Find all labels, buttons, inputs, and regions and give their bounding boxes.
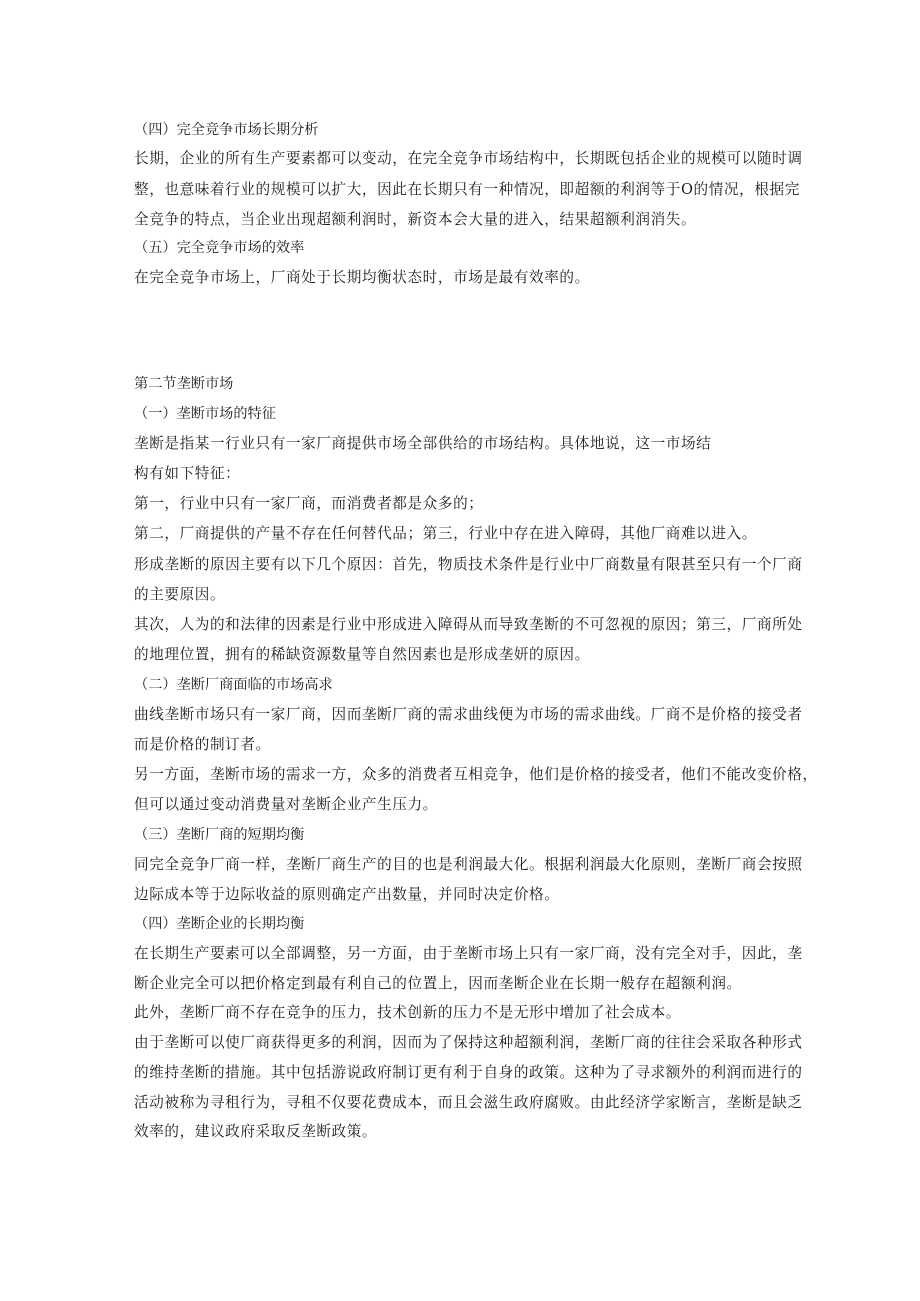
paragraph-line: 垄断是指某一行业只有一家厂商提供市场全部供给的市场结构。具体地说，这一市场结 xyxy=(134,435,712,452)
paragraph-line: 此外，垄断厂商不存在竞争的压力，技术创新的压力不是无形中增加了社会成本。 xyxy=(134,1004,681,1021)
paragraph-line: 但可以通过变动消费量对垄断企业产生压力。 xyxy=(134,796,438,813)
paragraph-line: 而是价格的制订者。 xyxy=(134,736,271,753)
section-heading: （二）垄断厂商面临的市场高求 xyxy=(134,677,333,693)
paragraph-line: 活动被称为寻租行为，寻租不仅要花费成本，而且会滋生政府腐败。由此经济学家断言，垄断是缺乏 xyxy=(134,1094,803,1111)
paragraph-line: 的维持垄断的措施。其中包括游说政府制订更有利于自身的政策。这种为了寻求额外的利润而进行的 xyxy=(134,1064,803,1081)
paragraph-line: 构有如下特征： xyxy=(134,465,241,482)
section-heading: （一）垄断市场的特征 xyxy=(134,406,276,422)
paragraph-line: 同完全竞争厂商一样，垄断厂商生产的目的也是利润最大化。根据利润最大化原则，垄断厂商会按照 xyxy=(134,856,803,873)
section-heading: （四）完全竞争市场长期分析 xyxy=(134,122,319,138)
chapter-title: 第二节垄断市场 xyxy=(134,376,234,392)
paragraph-line: 另一方面，垄断市场的需求一方，众多的消费者互相竞争，他们是价格的接受者，他们不能改变价格， xyxy=(134,766,818,783)
paragraph-line: 在长期生产要素可以全部调整，另一方面，由于垄断市场上只有一家厂商，没有完全对手，因此，垄 xyxy=(134,945,803,962)
paragraph-line: 全竞争的特点，当企业出现超额利润时，新资本会大量的进入，结果超额利润消失。 xyxy=(134,211,697,228)
paragraph-line: 曲线垄断市场只有一家厂商，因而垄断厂商的需求曲线便为市场的需求曲线。厂商不是价格的接受者 xyxy=(134,706,803,723)
section-heading: （三）垄断厂商的短期均衡 xyxy=(134,827,305,843)
paragraph-line: 由于垄断可以使厂商获得更多的利润，因而为了保持这种超额利润，垄断厂商的往往会采取各种形式 xyxy=(134,1034,803,1051)
paragraph-line: 整，也意味着行业的规模可以扩大，因此在长期只有一种情况，即超额的利润等于O的情况，根据完 xyxy=(134,181,800,198)
paragraph-line: 长期，企业的所有生产要素都可以变动，在完全竞争市场结构中，长期既包括企业的规模可以随时调 xyxy=(134,150,803,167)
paragraph-line: 第二，厂商提供的产量不存在任何替代品；第三，行业中存在进入障碍，其他厂商难以进入。 xyxy=(134,525,757,542)
section-heading: （五）完全竞争市场的效率 xyxy=(134,240,305,256)
paragraph-line: 形成垄断的原因主要有以下几个原因：首先，物质技术条件是行业中厂商数量有限甚至只有一个厂商 xyxy=(134,556,803,573)
paragraph-line: 断企业完全可以把价格定到最有利自己的位置上，因而垄断企业在长期一般存在超额利润。 xyxy=(134,975,742,992)
paragraph-line: 在完全竞争市场上，厂商处于长期均衡状态时，市场是最有效率的。 xyxy=(134,269,590,286)
paragraph-line: 的主要原因。 xyxy=(134,586,226,603)
paragraph-line: 其次，人为的和法律的因素是行业中形成进入障碍从而导致垄断的不可忽视的原因；第三，厂商所处 xyxy=(134,616,803,633)
paragraph-line: 边际成本等于边际收益的原则确定产出数量，并同时决定价格。 xyxy=(134,886,560,903)
section-heading: （四）垄断企业的长期均衡 xyxy=(134,916,305,932)
paragraph-line: 的地理位置，拥有的稀缺资源数量等自然因素也是形成垄妍的原因。 xyxy=(134,646,590,663)
paragraph-line: 效率的，建议政府采取反垄断政策。 xyxy=(134,1123,378,1140)
paragraph-line: 第一，行业中只有一家厂商，而消费者都是众多的； xyxy=(134,495,484,512)
